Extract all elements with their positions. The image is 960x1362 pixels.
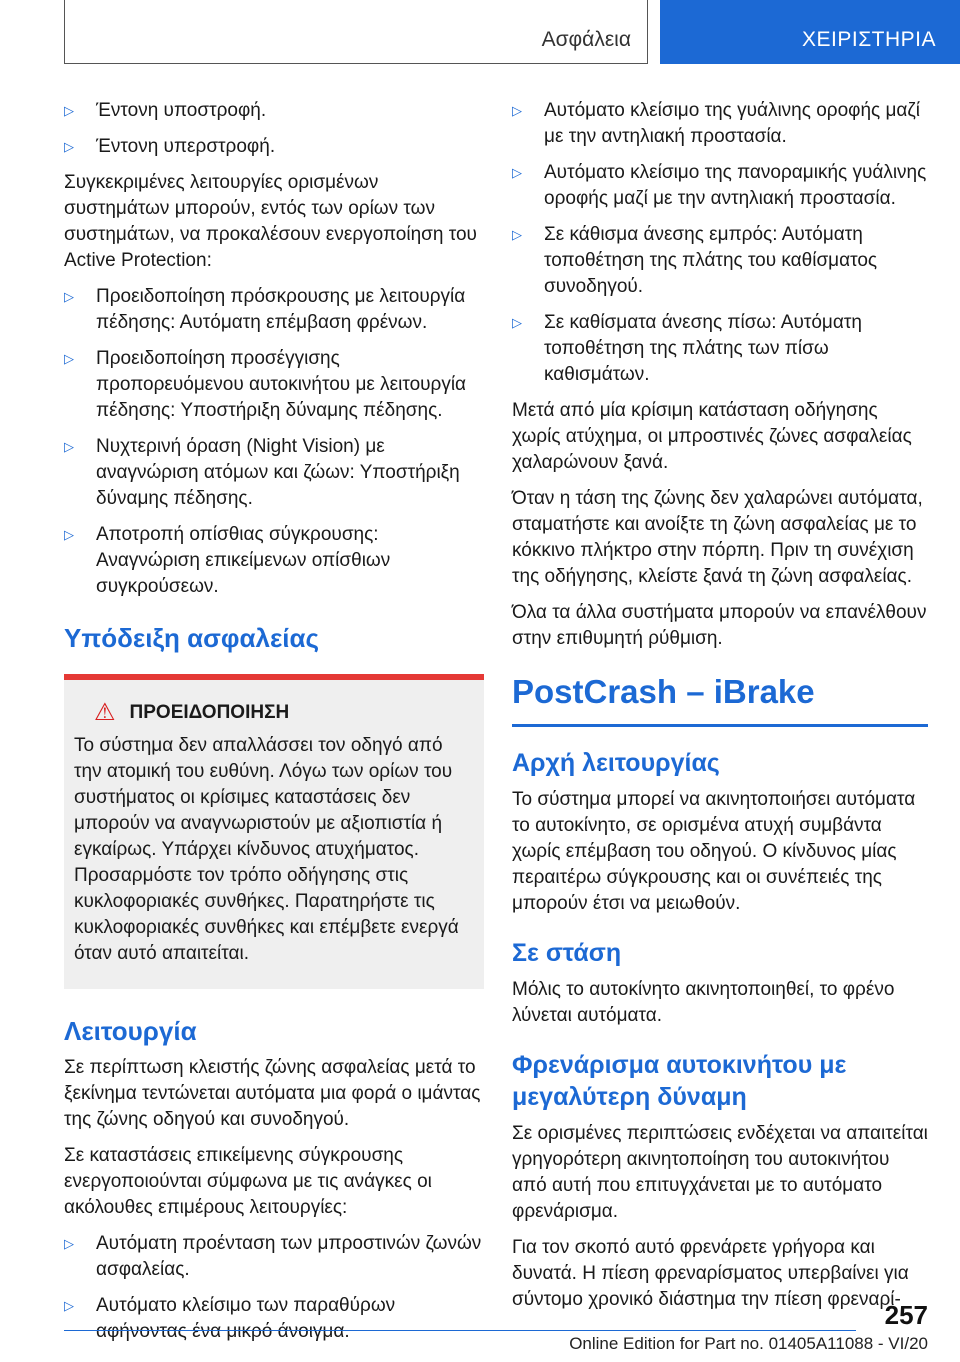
list-item (64, 134, 484, 160)
list-item (512, 160, 928, 212)
principle-paragraph: Το σύστημα μπορεί να ακινητοποιήσει αυτόματα το αυτοκίνητο, σε ορισμένα ατυχή συμβάντα χωρίς επέμβαση του οδηγού. Ο κίνδυνος μίας περαιτέρω σύγκρουσης και οι συνέπειές της μπορούν έτσι να μειωθούν. (512, 789, 916, 914)
list-item-text: Αυτόματη προένταση των μπροστινών ζωνών ασφαλείας. (96, 1233, 482, 1280)
braking-paragraph: Σε ορισμένες περιπτώσεις ενδέχεται να απαιτείται γρηγορότερη ακινητοποίηση του αυτοκινήτου από αυτή που επιτυγχάνεται με το αυτόματο φρενάρισμα. (512, 1123, 928, 1222)
triangle-right-icon: ▷ (64, 439, 74, 454)
left-column (64, 98, 484, 1355)
right-column (512, 98, 928, 1323)
triangle-right-icon: ▷ (64, 351, 74, 366)
triangle-right-icon: ▷ (64, 139, 74, 154)
triangle-right-icon: ▷ (64, 103, 74, 118)
function-paragraph: Σε περίπτωση κλειστής ζώνης ασφαλείας μετά το ξεκίνημα τεντώνεται αυτόματα μια φορά ο ιμάντας της ζώνης οδηγού και συνοδηγού. (64, 1057, 481, 1130)
list-item (64, 522, 484, 600)
list-item-text: Σε καθίσματα άνεσης πίσω: Αυτόματη τοποθέτηση της πλάτης των πίσω καθισμάτων. (544, 312, 862, 385)
footer-rule (64, 1330, 856, 1331)
triangle-right-icon: ▷ (512, 165, 522, 180)
list-item-text: Προειδοποίηση πρόσκρουσης με λειτουργία πέδησης: Αυτόματη επέμβαση φρένων. (96, 286, 466, 333)
footer-edition: Online Edition for Part no. 01405A11088 - VI/20 (569, 1334, 928, 1353)
triangle-right-icon: ▷ (64, 1236, 74, 1251)
list-item (512, 310, 928, 388)
header-chapter-title: ΧΕΙΡΙΣΤΗΡΙΑ (802, 28, 937, 51)
heading-safety-note: Υπόδειξη ασφαλείας (64, 623, 320, 653)
intro-paragraph: Συγκεκριμένες λειτουργίες ορισμένων συστημάτων μπορούν, εντός των ορίων των συστημάτων, να προκαλέσουν ενεργοποίηση του Active Protection: (64, 172, 477, 271)
triangle-right-icon: ▷ (64, 1298, 74, 1313)
function-paragraph: Σε καταστάσεις επικείμενης σύγκρουσης ενεργοποιούνται σύμφωνα με τις ανάγκες οι ακόλουθες επιμέρους λειτουργίες: (64, 1145, 432, 1218)
paragraph-belt: Όταν η τάση της ζώνης δεν χαλαρώνει αυτόματα, σταματήστε και ανοίξτε τη ζώνη ασφαλείας με το κόκκινο πλήκτρο στην πόρπη. Πριν τη συνέχιση της οδήγησης, κλείστε ξανά τη ζώνη ασφαλείας. (512, 488, 923, 587)
list-item (512, 98, 928, 150)
list-item-text: Αυτόματο κλείσιμο των παραθύρων αφήνοντας ένα μικρό άνοιγμα. (96, 1295, 396, 1342)
header-section-box (64, 0, 648, 64)
triangle-right-icon: ▷ (512, 103, 522, 118)
header-section-title: Ασφάλεια (541, 28, 631, 51)
warning-triangle-icon: ⚠ (94, 699, 116, 726)
paragraph-other-systems: Όλα τα άλλα συστήματα μπορούν να επανέλθουν στην επιθυμητή ρύθμιση. (512, 602, 927, 649)
list-item-text: Έντονη υποστροφή. (96, 100, 267, 121)
heading-rule (512, 724, 928, 727)
list-item-text: Αυτόματο κλείσιμο της γυάλινης οροφής μαζί με την αντηλιακή προστασία. (544, 100, 920, 147)
triangle-right-icon: ▷ (512, 315, 522, 330)
header-chapter-tab[interactable] (660, 0, 960, 64)
list-item-text: Σε κάθισμα άνεσης εμπρός: Αυτόματη τοποθέτηση της πλάτης του καθίσματος συνοδηγού. (544, 224, 878, 297)
triangle-right-icon: ▷ (64, 289, 74, 304)
triangle-right-icon: ▷ (64, 527, 74, 542)
list-item (64, 284, 484, 336)
paragraph-after-crash: Μετά από μία κρίσιμη κατάσταση οδήγησης χωρίς ατύχημα, οι μπροστινές ζώνες ασφαλείας χαλαρώνουν ξανά. (512, 400, 912, 473)
warning-title: ΠΡΟΕΙΔΟΠΟΙΗΣΗ (129, 701, 290, 723)
heading-postcrash: PostCrash – iBrake (512, 673, 815, 710)
heading-braking: Φρενάρισμα αυτοκινήτου με μεγαλύτερη δύναμη (512, 1051, 847, 1111)
warning-box (64, 674, 484, 989)
heading-principle: Αρχή λειτουργίας (512, 749, 720, 777)
list-item (64, 346, 484, 424)
page-number: 257 (884, 1300, 928, 1330)
heading-function: Λειτουργία (64, 1016, 197, 1046)
list-item-text: Αποτροπή οπίσθιας σύγκρουσης: Αναγνώριση επικείμενων οπίσθιων συγκρούσεων. (96, 524, 391, 597)
standstill-paragraph: Μόλις το αυτοκίνητο ακινητοποιηθεί, το φρένο λύνεται αυτόματα. (512, 979, 895, 1026)
list-item (64, 434, 484, 512)
warning-text: Το σύστημα δεν απαλλάσσει τον οδηγό από την ατομική του ευθύνη. Λόγω των ορίων του συστήματος οι κρίσιμες καταστάσεις δεν μπορούν να αναγνωριστούν με αξιοπιστία ή εγκαίρως. Υπάρχει κίνδυνος ατυχήματος. Προσαρμόστε τον τρόπο οδήγησης στις κυκλοφοριακές συνθήκες. Παρατηρήστε τις κυκλοφοριακές συνθήκες και επέμβετε ενεργά όταν αυτό απαιτείται. (74, 735, 459, 964)
list-item-text: Αυτόματο κλείσιμο της πανοραμικής γυάλινης οροφής μαζί με την αντηλιακή προστασία. (544, 162, 927, 209)
list-item (64, 1293, 484, 1345)
warning-header (74, 698, 474, 727)
list-item-text: Έντονη υπερστροφή. (96, 136, 276, 157)
list-item (512, 222, 928, 300)
postcrash-heading-block (512, 672, 928, 727)
list-item (64, 98, 484, 124)
triangle-right-icon: ▷ (512, 227, 522, 242)
heading-standstill: Σε στάση (512, 939, 622, 967)
list-item-text: Προειδοποίηση προσέγγισης προπορευόμενου αυτοκινήτου με λειτουργία πέδησης: Υποστήριξη δύναμης πέδησης. (96, 348, 467, 421)
braking-paragraph: Για τον σκοπό αυτό φρενάρετε γρήγορα και δυνατά. Η πίεση φρεναρίσματος υπερβαίνει για σύντομο χρονικό διάστημα την πίεση φρεναρί- (512, 1237, 909, 1310)
list-item-text: Νυχτερινή όραση (Night Vision) με αναγνώριση ατόμων και ζώων: Υποστήριξη δύναμης πέδησης. (96, 436, 460, 509)
list-item (64, 1231, 484, 1283)
